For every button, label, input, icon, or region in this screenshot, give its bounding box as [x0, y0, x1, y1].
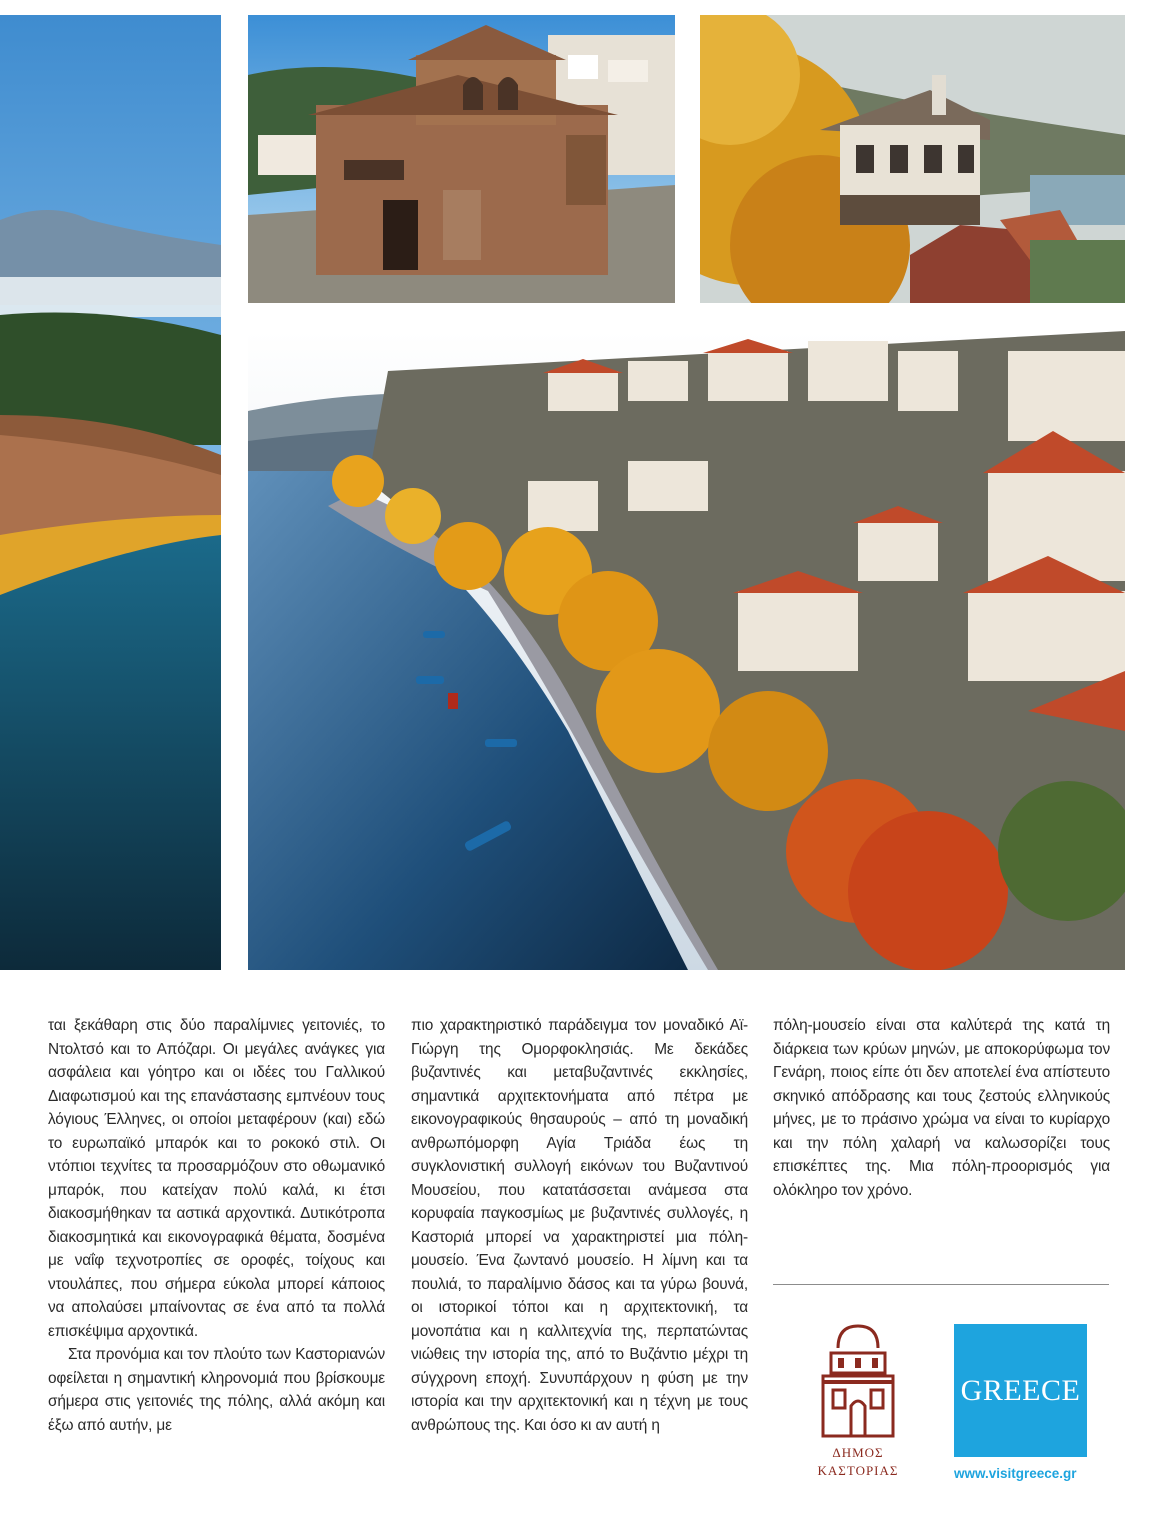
municipality-name-line-1: ΔΗΜΟΣ [832, 1445, 884, 1460]
article-column-3 [773, 1014, 1110, 1202]
municipality-name-line-2: ΚΑΣΤΟΡΙΑΣ [817, 1463, 899, 1478]
church-photo [248, 15, 675, 303]
visit-greece-logo [954, 1324, 1087, 1457]
greece-logo-text: GREECE [960, 1373, 1081, 1407]
visit-greece-url: www.visitgreece.gr [954, 1466, 1077, 1481]
municipality-kastoria-logo [793, 1318, 923, 1488]
article-column-2 [411, 1014, 748, 1437]
lake-aerial-photo [0, 15, 221, 970]
article-paragraph: πόλη-μουσείο είναι στα καλύτερά της κατά τη διάρκεια των κρύων μηνών, με αποκορύφωμα τον Γενάρη, ποιος είπε ότι δεν αποτελεί ένα απίστευτο σκηνικό απόδρασης και τους ζεστούς ελληνικούς μήνες, με το πράσινο χρώμα να είναι το κυρίαρχο και την πόλη χαλαρή να καλωσορίζει τους επισκέπτες της. Μια πόλη-προορισμός για ολόκληρο τον χρόνο. [773, 1017, 1110, 1199]
article-paragraph: πιο χαρακτηριστικό παράδειγμα τον μοναδικό Αϊ-Γιώργη της Ομορφοκλησιάς. Με δεκάδες βυζαντινές και μεταβυζαντινές εκκλησίες, σημαντικά αρχιτεκτονήματα από πέτρα με εικονογραφικούς θησαυρούς – από τη μοναδική ανθρωπόμορφη Αγία Τριάδα έως τη συγκλονιστική συλλογή εικόνων του Βυζαντινού Μουσείου, που κατατάσσεται ανάμεσα στα κορυφαία παγκοσμίως με βυζαντινές συλλογές, η Καστοριά μπορεί να χαρακτηριστεί μια πόλη-μουσείο. Ένα ζωντανό μουσείο. Η λίμνη και τα πουλιά, το παραλίμνιο δάσος και τα γύρω βουνά, οι ιστορικοί τόποι και η αρχιτεκτονική, τα μονοπάτια και η καλλιτεχνία της, περπατώντας νιώθεις την ιστορία της, από το Βυζάντιο μέχρι τη σύγχρονη εποχή. Συνυπάρχουν η φύση με την ιστορία και την αρχιτεκτονική και η τέχνη με τους ανθρώπους της. Και όσο κι αν αυτή η [411, 1017, 748, 1434]
article-column-1 [48, 1014, 385, 1437]
article-paragraph: Στα προνόμια και τον πλούτο των Καστοριανών οφείλεται η σημαντική κληρονομιά που βρίσκουμε σήμερα στις γειτονιές της πόλης, αλλά ακόμη και έξω από αυτήν, με [48, 1346, 385, 1434]
article-paragraph: ται ξεκάθαρη στις δύο παραλίμνιες γειτονιές, το Ντολτσό και το Απόζαρι. Οι μεγάλες ανάγκες για ασφάλεια και γόητρο και οι ιδέες του Γαλλικού Διαφωτισμού και της επανάστασης εμπνέουν τους λόγιους Έλληνες, οι οποίοι μεταφέρουν (και) εδώ το ευρωπαϊκό μπαρόκ και το ροκοκό στιλ. Οι ντόπιοι τεχνίτες τα προσαρμόζουν στο οθωμανικό μπαρόκ, που κατείχαν πολύ καλά, κι έτσι διακοσμήθηκαν τα αστικά αρχοντικά. Δυτικότροπα διακοσμητικά και εικονογραφικά θέματα, δοσμένα με ναΐφ τεχνοτροπίες σε οροφές, τοίχους και ντουλάπες, που σήμερα εύκολα μπορεί κάποιος να απολαύσει μπαίνοντας σε ένα από τα πολλά επισκέψιμα αρχοντικά. [48, 1017, 385, 1340]
logo-divider [773, 1284, 1109, 1285]
lakefront-promenade-photo [248, 331, 1125, 970]
church-emblem-icon [793, 1318, 923, 1448]
mansion-photo [700, 15, 1125, 303]
